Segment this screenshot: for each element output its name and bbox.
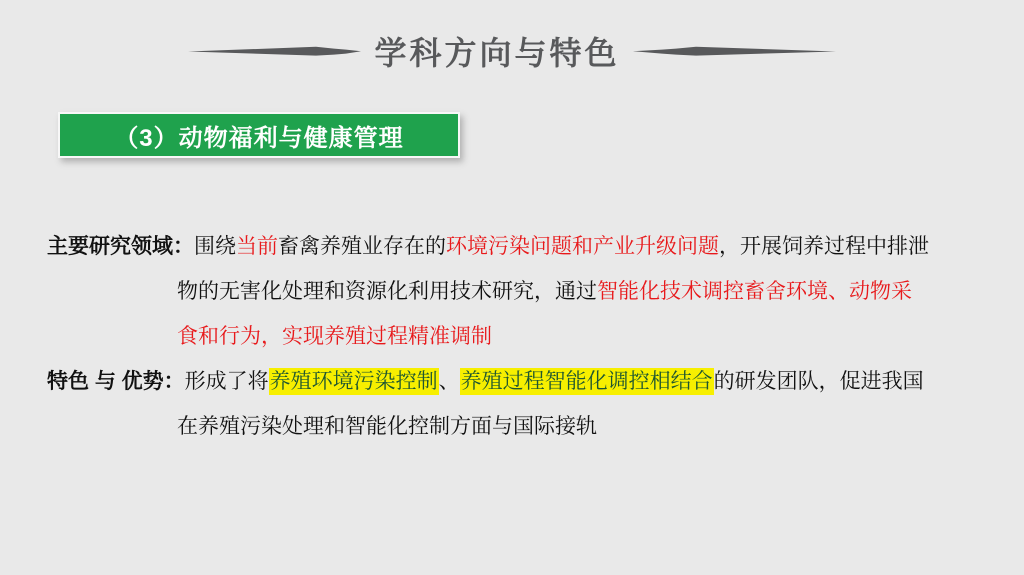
text-segment: 围绕	[194, 235, 236, 258]
text-segment: 物的无害化处理和资源化利用技术研究，通过	[177, 280, 597, 303]
body-text	[47, 224, 1007, 449]
section-badge	[58, 112, 460, 158]
title-row	[0, 28, 1024, 74]
text-segment-red: 环境污染问题和产业升级问题	[446, 235, 719, 258]
text-segment: 、	[438, 370, 460, 393]
text-segment: 的研发团队，促进我国	[713, 370, 924, 393]
features-label: 特色 与 优势：	[47, 370, 185, 393]
text-segment-red: 当前	[236, 235, 278, 258]
research-areas-line-1	[47, 224, 1007, 269]
features-line-1	[47, 359, 1007, 404]
features-line-2	[47, 404, 1007, 449]
page-title: 学科方向与特色	[374, 35, 620, 71]
left-tapered-line-icon	[188, 42, 364, 60]
research-areas-line-2	[47, 269, 1007, 314]
section-badge-label: （3）动物福利与健康管理	[114, 124, 404, 152]
text-segment: ，开展饲养过程中排泄	[719, 235, 929, 258]
text-segment-red: 智能化技术调控畜舍环境、动物采	[597, 280, 912, 303]
text-segment: 畜禽养殖业存在的	[278, 235, 446, 258]
research-areas-label: 主要研究领域：	[47, 235, 194, 258]
right-tapered-line-icon	[630, 42, 836, 60]
text-segment: 在养殖污染处理和智能化控制方面与国际接轨	[177, 415, 597, 438]
text-segment: 形成了将	[184, 370, 269, 393]
text-segment-red: 食和行为，实现养殖过程精准调制	[177, 325, 492, 348]
research-areas-line-3	[47, 314, 1007, 359]
text-segment-highlighted: 养殖过程智能化调控相结合	[460, 370, 713, 393]
text-segment-highlighted: 养殖环境污染控制	[269, 370, 438, 393]
